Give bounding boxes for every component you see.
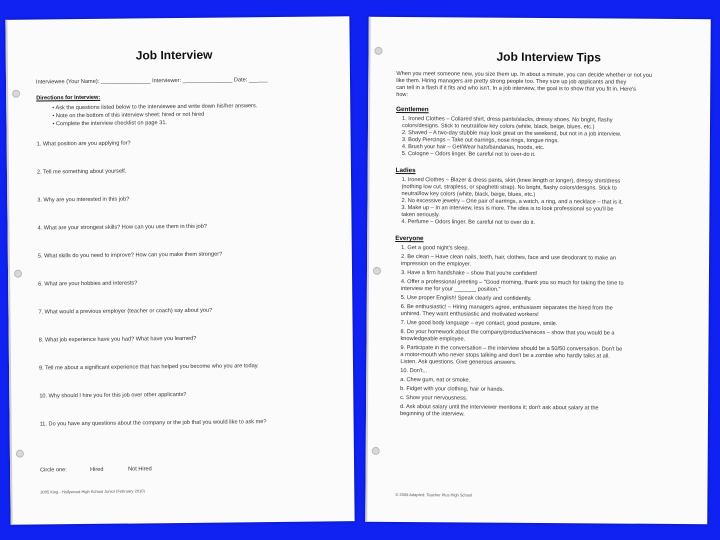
gentlemen-item: 2. Shaved – A two-day stubble may look great on the weekend, but not in a job interview. [401,130,622,138]
question-8: 8. What job experience have you had? What have you learned? [38,335,197,344]
direction-text: Note on the bottom of this interview sheet: hired or not hired [55,111,205,120]
gentlemen-item: 5. Cologne – Odors linger. Be careful not to over-do it. [401,151,536,158]
ladies-item: 2. No excessive jewelry – One pair of earrings, a watch, a ring, and a necklace – that is it. [401,198,623,206]
not-hired-label: Not Hired [128,466,152,473]
question-5: 5. What skills do you need to improve? How can you make them stronger? [37,251,223,260]
hole-punch [16,450,24,458]
hole-punch [373,267,381,275]
gentlemen-item: 1. Ironed Clothes – Collared shirt, dress pants/slacks, dressy shoes. No bright, flashy [402,116,613,124]
everyone-item: 2. Be clean – Have clean nails, teeth, hair, clothes, face and use deodorant to make an [401,254,616,262]
everyone-item: 3. Have a firm handshake – show that you're confident! [400,270,538,277]
intro-line: When you meet someone new, you size them up. In about a minute, you can decide whether or not you [396,71,652,79]
header-line: Interviewee (Your Name): ________________ Interviewer: ________________ Date: ______ [35,77,268,86]
everyone-item: interview me for your _______ position." [400,286,501,293]
hole-punch [372,447,380,455]
question-6: 6. What are your hobbies and interests? [38,280,138,288]
question-9: 9. Tell me about a significant experience that has helped you become who you are today. [38,363,259,372]
question-10: 10. Why should I hire you for this job over other applicants? [39,391,187,400]
page-title: Job Interview [135,47,213,63]
question-4: 4. What are your strongest skills? How can you use them in this job? [37,223,208,232]
ladies-item: 3. Make up – In an interview, less is more. The idea is to look professional so you'll be [401,205,614,213]
hole-punch [14,270,22,278]
page-edge-shadow [365,17,371,522]
circle-one-label: Circle one: [40,467,67,474]
direction-item: • Ask the questions listed below to the interviewee and write down his/her answers. [52,103,258,112]
everyone-item: 7. Use good body language – eye contact, good posture, smile. [400,320,558,328]
gentlemen-heading: Gentlemen [396,106,429,114]
everyone-item: d. Ask about salary until the interviewer mentions it; don't ask about salary at the [400,404,599,412]
direction-item: • Complete the interview checklist on page 31. [52,120,168,128]
everyone-item: 5. Use proper English! Speak clearly and confidently. [400,295,532,302]
everyone-item: 4. Offer a professional greeting – "Good morning, thank you so much for taking the time to [400,279,624,287]
hole-punch [12,90,20,98]
everyone-item: knowledgeable employee. [400,336,466,343]
intro-line: how: [396,92,409,99]
question-2: 2. Tell me something about yourself. [36,168,127,176]
job-interview-tips-page [365,17,711,524]
intro-line: like them. Hiring managers are pretty strong people too. They size up job applicants and they [396,78,627,86]
everyone-item: 1. Get a good night's sleep. [401,245,470,252]
ladies-heading: Ladies [395,167,416,175]
everyone-item: a motor-mouth who never stops talking and don't be a zombie who hardly talks at all. [400,352,610,360]
ladies-item: 4. Perfume – Odors linger. Be careful not to over do it. [401,219,536,226]
everyone-item: unhired. They want enthusiastic and motivated workers! [400,311,539,319]
hole-punch [375,47,383,55]
everyone-item: Listen. Ask questions. Give generous answers. [400,359,517,366]
gentlemen-item: colors/designs. Stick to neutral/low key colors (white, black, beige, blues, etc.) [401,123,595,131]
everyone-item: 8. Do your homework about the company/product/services – show that you would be a [400,329,615,337]
question-1: 1. What position are you applying for? [36,140,131,148]
everyone-item: beginning of the interview. [399,411,465,418]
ladies-item: 1. Ironed Clothes – Blazer & dress pants, skirt (knee length or longer), dressy shirt/dress [401,177,621,185]
intro-line: can tell in a flash if it fits and who isn't. In a job interview, the goal is to show that you fit in. Here's [396,85,636,93]
page-footer: 2005 King - Hollywood High School Junior (February 2010) [40,488,145,495]
everyone-item: b. Fidget with your clothing, hair or hands. [400,386,505,393]
question-11: 11. Do you have any questions about the company or the job that you would like to ask me? [39,419,267,428]
job-interview-page [5,16,354,525]
question-3: 3. Why are you interested in this job? [37,196,130,204]
ladies-item: taken seriously. [401,212,440,219]
ladies-item: (nothing low cut, strapless, or spaghetti strap). No bright, flashy colors/designs. Stick to [401,184,617,192]
page-title: Job Interview Tips [496,49,602,65]
gentlemen-item: 3. Body Piercings – Take out earrings, nose rings, tongue rings. [401,137,559,145]
direction-text: Complete the interview checklist on page 31. [55,120,168,128]
everyone-heading: Everyone [395,235,424,243]
everyone-item: 10. Don't... [400,368,428,375]
hired-label: Hired [90,466,104,473]
direction-item: • Note on the bottom of this interview sheet: hired or not hired [52,111,205,120]
everyone-item: impression on the employer. [401,261,472,268]
everyone-item: 9. Participate in the conversation – the interview should be a 50/50 conversation. Don't be [400,345,623,353]
directions-heading: Directions for Interview: [36,94,101,102]
everyone-item: c. Show your nervousness. [400,395,468,402]
ladies-item: neutral/low key colors (white, black, beige, blues, etc.) [401,191,536,198]
everyone-item: a. Chew gum, eat or smoke. [400,377,471,384]
gentlemen-item: 4. Brush your hair – Gel/Wear hats/bandanas, hoods, etc. [401,144,545,152]
everyone-item: 6. Be enthusiastic! – Hiring managers agree, enthusiasm separates the hired from the [400,304,613,312]
question-7: 7. What would a previous employer (teacher or coach) say about you? [38,307,213,316]
page-footer: © 2009 Adapted: Teacher Plus High School [395,492,473,498]
page-edge-shadow [5,20,12,525]
direction-text: Ask the questions listed below to the interviewee and write down his/her answers. [55,103,258,112]
